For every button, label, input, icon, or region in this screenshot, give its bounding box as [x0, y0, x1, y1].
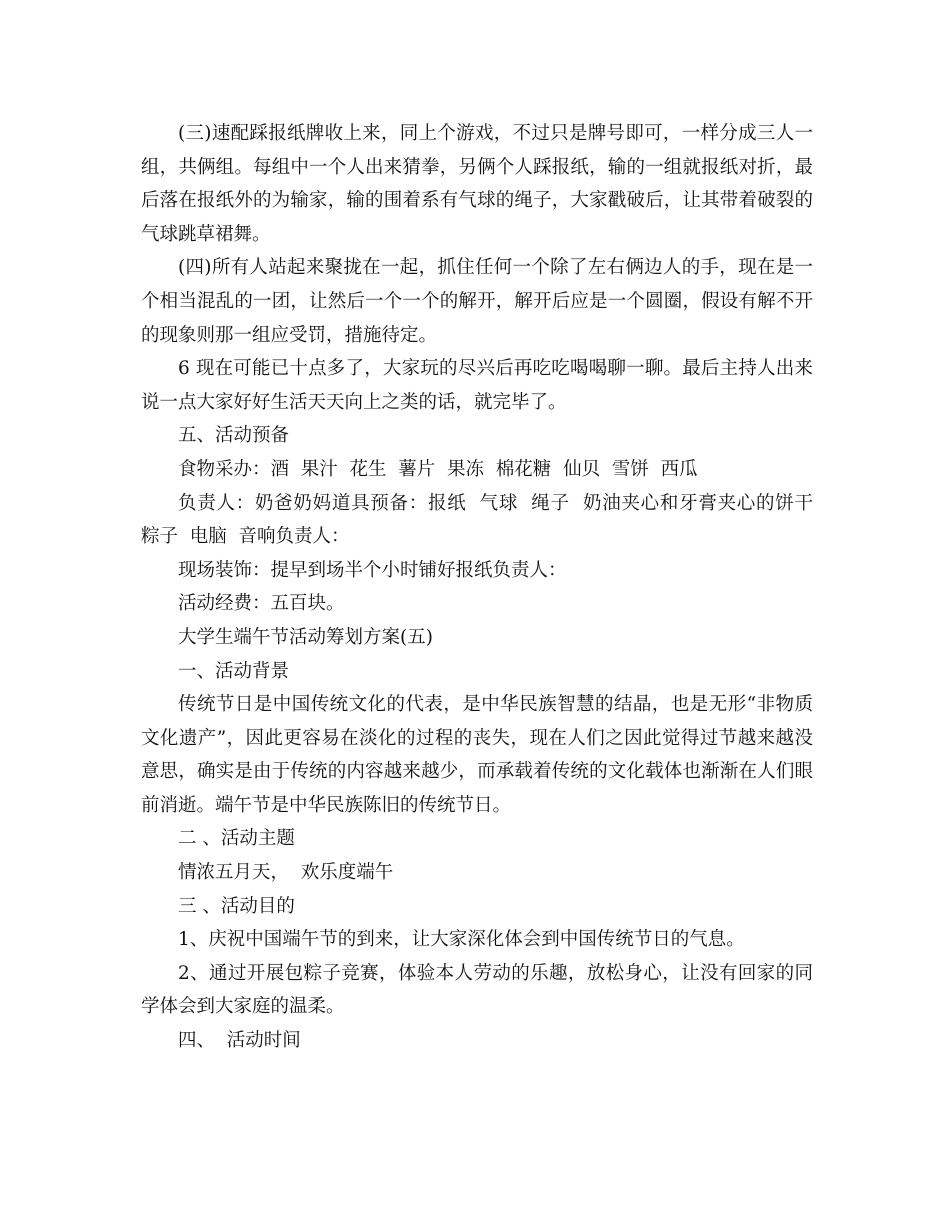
paragraph-props: 负责人：奶爸奶妈道具预备：报纸 气球 绳子 奶油夹心和牙膏夹心的饼干 粽子 电脑 音响负责人：	[141, 492, 825, 548]
document-body	[141, 117, 825, 1058]
heading-time: 四、 活动时间	[178, 1030, 301, 1052]
paragraph-background: 传统节日是中国传统文化的代表，是中华民族智慧的结晶，也是无形“非物质文化遗产”，因此更容易在淡化的过程的丧失，现在人们之因此觉得过节越来越没意思，确实是由于传统的内容越来越少，而承载着传统的文化载体也渐渐在人们眼前消逝。端午节是中华民族陈旧的传统节日。	[141, 694, 813, 816]
heading-background: 一、活动背景	[178, 660, 290, 682]
paragraph-purpose-2: 2、通过开展包粽子竞赛，体验本人劳动的乐趣，放松身心，让没有回家的同学体会到大家庭的温柔。	[141, 962, 813, 1018]
heading-theme: 二 、活动主题	[178, 828, 295, 850]
paragraph-game-3: (三)速配踩报纸牌收上来，同上个游戏，不过只是牌号即可，一样分成三人一组，共俩组。每组中一个人出来猜拳，另俩个人踩报纸，输的一组就报纸对折，最后落在报纸外的为输家，输的围着系有气球的绳子，大家戳破后，让其带着破裂的气球跳草裙舞。	[141, 123, 813, 245]
section-title-plan-5: 大学生端午节活动筹划方案(五)	[178, 626, 433, 648]
paragraph-budget: 活动经费：五百块。	[178, 593, 345, 615]
paragraph-purpose-1: 1、庆祝中国端午节的到来，让大家深化体会到中国传统节日的气息。	[178, 929, 745, 951]
paragraph-game-4: (四)所有人站起来聚拢在一起，抓住任何一个除了左右俩边人的手，现在是一个相当混乱的一团，让然后一个一个的解开，解开后应是一个圆圈，假设有解不开的现象则那一组应受罚，措施待定。	[141, 257, 813, 346]
heading-preparation: 五、活动预备	[178, 425, 290, 447]
paragraph-theme: 情浓五月天， 欢乐度端午	[178, 862, 394, 884]
paragraph-decoration: 现场装饰：提早到场半个小时铺好报纸负责人：	[178, 559, 567, 581]
paragraph-step-6: 6 现在可能已十点多了，大家玩的尽兴后再吃吃喝喝聊一聊。最后主持人出来说一点大家好好生活天天向上之类的话，就完毕了。	[141, 358, 813, 413]
heading-purpose: 三 、活动目的	[178, 895, 295, 917]
paragraph-food: 食物采办：酒 果汁 花生 薯片 果冻 棉花糖 仙贝 雪饼 西瓜	[178, 458, 698, 480]
